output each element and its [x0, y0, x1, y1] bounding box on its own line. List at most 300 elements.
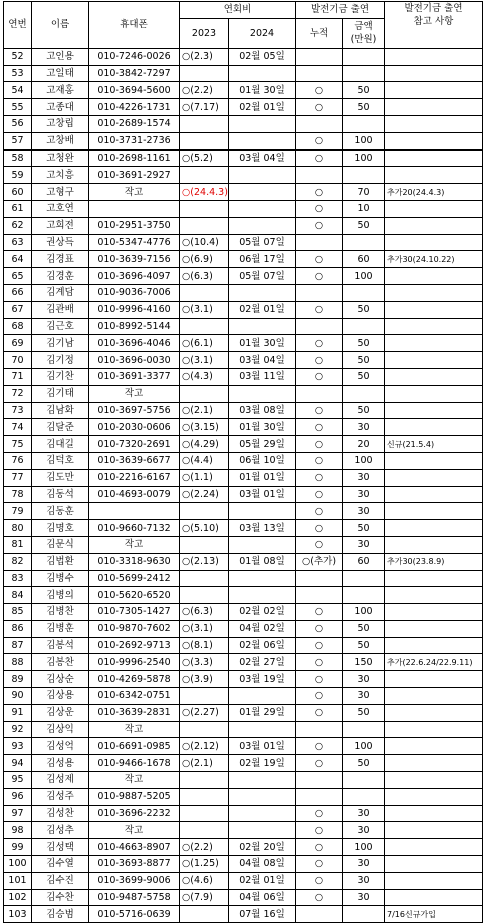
row-name: 김명호: [32, 520, 89, 537]
row-fee-2023: ○(3.15): [180, 419, 229, 436]
row-name: 고재홍: [32, 82, 89, 99]
row-fee-2023: ○(2.2): [180, 839, 229, 856]
row-fund-amount: 30: [343, 822, 385, 839]
row-fund-amount: [343, 167, 385, 184]
row-fee-2023: [180, 132, 229, 149]
row-phone: 010-3639-2831: [89, 704, 180, 721]
row-fee-2023: ○(1.1): [180, 469, 229, 486]
row-no: 60: [4, 184, 32, 201]
row-fee-2023: ○(2.1): [180, 402, 229, 419]
row-fund-amount: 50: [343, 755, 385, 772]
row-fund-total: ○: [296, 368, 343, 385]
row-fee-2023: ○(1.25): [180, 856, 229, 873]
row-name: 김상운: [32, 704, 89, 721]
row-name: 김남화: [32, 402, 89, 419]
row-fund-total: ○: [296, 688, 343, 705]
row-name: 김동훈: [32, 503, 89, 520]
row-fee-2023: ○(10.4): [180, 234, 229, 251]
row-name: 김상익: [32, 721, 89, 738]
row-note: [385, 604, 483, 621]
row-fee-2024: [229, 570, 296, 587]
row-fee-2023: ○(24.4.3): [180, 184, 229, 201]
row-note: [385, 419, 483, 436]
header-note-line1: 발전기금 출연: [404, 3, 463, 14]
row-phone: 010-9660-7132: [89, 520, 180, 537]
row-no: 63: [4, 234, 32, 251]
row-name: 김봉찬: [32, 654, 89, 671]
row-name: 고치흥: [32, 167, 89, 184]
row-no: 56: [4, 115, 32, 132]
row-fee-2024: 04월 08일: [229, 856, 296, 873]
row-fee-2024: 01월 01일: [229, 469, 296, 486]
table-row: [4, 620, 483, 637]
row-fee-2023: [180, 65, 229, 82]
row-no: 92: [4, 721, 32, 738]
row-note: [385, 368, 483, 385]
row-phone: 010-4693-0079: [89, 486, 180, 503]
row-fee-2023: [180, 385, 229, 402]
table-row: [4, 82, 483, 99]
table-row: [4, 906, 483, 923]
row-name: 김수찬: [32, 889, 89, 906]
row-fee-2023: [180, 772, 229, 789]
table-row: [4, 150, 483, 167]
row-fund-amount: [343, 570, 385, 587]
row-phone: 010-3696-0030: [89, 352, 180, 369]
table-row: [4, 318, 483, 335]
header-2023: 2023: [180, 18, 229, 48]
row-note: [385, 620, 483, 637]
row-fee-2023: [180, 115, 229, 132]
row-phone: 010-4269-5878: [89, 671, 180, 688]
row-fee-2023: ○(4.29): [180, 436, 229, 453]
row-fee-2024: 05월 29일: [229, 436, 296, 453]
row-no: 61: [4, 200, 32, 217]
row-fund-amount: 30: [343, 688, 385, 705]
row-phone: 작고: [89, 822, 180, 839]
row-note: [385, 234, 483, 251]
row-fund-amount: [343, 721, 385, 738]
row-no: 99: [4, 839, 32, 856]
row-fee-2024: 07월 16일: [229, 906, 296, 923]
row-phone: 작고: [89, 536, 180, 553]
row-no: 59: [4, 167, 32, 184]
row-fund-total: [296, 234, 343, 251]
table-row: [4, 805, 483, 822]
row-no: 68: [4, 318, 32, 335]
row-fee-2024: [229, 217, 296, 234]
row-phone: [89, 503, 180, 520]
row-note: [385, 385, 483, 402]
row-name: 김성택: [32, 839, 89, 856]
row-fee-2023: [180, 822, 229, 839]
table-row: [4, 469, 483, 486]
row-no: 78: [4, 486, 32, 503]
row-name: 김동석: [32, 486, 89, 503]
row-note: 추가30(24.10.22): [385, 251, 483, 268]
header-note: [385, 2, 483, 49]
table-row: [4, 48, 483, 65]
row-fund-amount: 50: [343, 520, 385, 537]
row-phone: 010-6342-0751: [89, 688, 180, 705]
row-fund-amount: [343, 318, 385, 335]
table-row: [4, 688, 483, 705]
table-row: [4, 385, 483, 402]
row-fund-amount: 100: [343, 738, 385, 755]
row-fee-2023: ○(6.3): [180, 604, 229, 621]
row-fund-amount: [343, 772, 385, 789]
row-note: [385, 452, 483, 469]
row-name: 김승범: [32, 906, 89, 923]
row-fund-amount: [343, 587, 385, 604]
row-fee-2024: 04월 02일: [229, 620, 296, 637]
row-phone: 작고: [89, 184, 180, 201]
row-fund-total: ○: [296, 637, 343, 654]
row-fund-amount: 50: [343, 368, 385, 385]
row-name: 김기남: [32, 335, 89, 352]
row-fee-2024: [229, 200, 296, 217]
table-row: [4, 167, 483, 184]
row-fee-2023: [180, 200, 229, 217]
row-name: 김상순: [32, 671, 89, 688]
row-no: 103: [4, 906, 32, 923]
row-fund-amount: 50: [343, 301, 385, 318]
row-note: [385, 822, 483, 839]
row-fund-amount: 30: [343, 671, 385, 688]
row-note: [385, 856, 483, 873]
row-fund-total: ○: [296, 402, 343, 419]
row-note: [385, 301, 483, 318]
row-no: 85: [4, 604, 32, 621]
row-name: 김병찬: [32, 604, 89, 621]
row-name: 김성용: [32, 755, 89, 772]
row-fee-2024: 02월 01일: [229, 99, 296, 116]
row-no: 64: [4, 251, 32, 268]
row-note: 추가20(24.4.3): [385, 184, 483, 201]
row-fund-total: ○: [296, 352, 343, 369]
row-fee-2024: 02월 06일: [229, 637, 296, 654]
row-name: 고창배: [32, 132, 89, 149]
row-note: [385, 99, 483, 116]
row-name: 김경훈: [32, 268, 89, 285]
row-no: 88: [4, 654, 32, 671]
row-fund-total: [296, 385, 343, 402]
row-note: [385, 318, 483, 335]
row-fee-2024: [229, 536, 296, 553]
row-fund-amount: [343, 906, 385, 923]
header-amount-unit: (만원): [350, 34, 377, 46]
row-phone: 010-9996-2540: [89, 654, 180, 671]
row-fee-2023: ○(6.3): [180, 268, 229, 285]
table-row: [4, 268, 483, 285]
row-fee-2024: 02월 05일: [229, 48, 296, 65]
table-row: [4, 856, 483, 873]
row-fee-2024: [229, 167, 296, 184]
row-fund-amount: 20: [343, 436, 385, 453]
row-fee-2024: [229, 503, 296, 520]
row-note: [385, 469, 483, 486]
row-note: [385, 721, 483, 738]
row-fund-amount: [343, 65, 385, 82]
row-fund-amount: 50: [343, 620, 385, 637]
row-note: [385, 587, 483, 604]
row-phone: 010-3731-2736: [89, 132, 180, 149]
row-note: [385, 839, 483, 856]
row-note: [385, 704, 483, 721]
row-phone: 작고: [89, 721, 180, 738]
row-name: 김경표: [32, 251, 89, 268]
row-phone: 010-3693-8877: [89, 856, 180, 873]
row-fund-total: ○: [296, 805, 343, 822]
row-no: 67: [4, 301, 32, 318]
row-fee-2023: ○(2.2): [180, 82, 229, 99]
row-fund-amount: 30: [343, 469, 385, 486]
row-fund-amount: [343, 115, 385, 132]
row-fee-2023: ○(5.2): [180, 150, 229, 167]
row-phone: 010-7320-2691: [89, 436, 180, 453]
table-row: [4, 654, 483, 671]
row-note: [385, 200, 483, 217]
row-note: 7/16신규가입: [385, 906, 483, 923]
row-name: 김덕호: [32, 452, 89, 469]
row-fund-amount: 150: [343, 654, 385, 671]
table-row: [4, 352, 483, 369]
row-name: 김계담: [32, 284, 89, 301]
row-fee-2024: 03월 04일: [229, 352, 296, 369]
row-fund-total: [296, 48, 343, 65]
table-row: [4, 788, 483, 805]
row-fee-2023: [180, 536, 229, 553]
row-name: 김기정: [32, 352, 89, 369]
row-phone: [89, 200, 180, 217]
row-note: [385, 150, 483, 167]
row-phone: 010-3697-5756: [89, 402, 180, 419]
row-fee-2023: [180, 284, 229, 301]
table-row: [4, 503, 483, 520]
table-row: [4, 452, 483, 469]
row-fee-2024: 02월 20일: [229, 839, 296, 856]
table-row: [4, 184, 483, 201]
row-fee-2023: ○(3.1): [180, 352, 229, 369]
row-name: 김수진: [32, 872, 89, 889]
row-note: [385, 82, 483, 99]
row-fee-2023: [180, 503, 229, 520]
row-fee-2024: 01월 30일: [229, 419, 296, 436]
row-fund-total: [296, 721, 343, 738]
row-note: [385, 772, 483, 789]
row-name: 김상용: [32, 688, 89, 705]
row-note: 추가(22.6.24/22.9.11): [385, 654, 483, 671]
row-fee-2024: 02월 01일: [229, 872, 296, 889]
row-phone: 010-7305-1427: [89, 604, 180, 621]
row-phone: 010-3691-3377: [89, 368, 180, 385]
row-phone: 010-5347-4776: [89, 234, 180, 251]
row-fund-total: ○: [296, 452, 343, 469]
row-no: 102: [4, 889, 32, 906]
row-phone: 010-3842-7297: [89, 65, 180, 82]
row-fund-amount: [343, 284, 385, 301]
row-fund-amount: 50: [343, 335, 385, 352]
table-row: [4, 115, 483, 132]
row-note: [385, 503, 483, 520]
row-fund-total: [296, 167, 343, 184]
table-row: [4, 889, 483, 906]
row-note: [385, 132, 483, 149]
row-fund-total: ○: [296, 335, 343, 352]
row-fund-amount: 50: [343, 217, 385, 234]
row-no: 54: [4, 82, 32, 99]
row-phone: 010-3694-5600: [89, 82, 180, 99]
header-phone: 휴대폰: [89, 2, 180, 49]
row-fee-2023: ○(4.6): [180, 872, 229, 889]
row-fund-amount: 100: [343, 132, 385, 149]
row-fund-amount: 30: [343, 856, 385, 873]
row-phone: 010-3699-9006: [89, 872, 180, 889]
row-name: 고창립: [32, 115, 89, 132]
row-name: 권상득: [32, 234, 89, 251]
row-fund-total: [296, 570, 343, 587]
row-no: 101: [4, 872, 32, 889]
row-fund-total: ○: [296, 200, 343, 217]
row-note: [385, 671, 483, 688]
row-fee-2023: ○(7.9): [180, 889, 229, 906]
row-fee-2024: 02월 02일: [229, 604, 296, 621]
table-row: [4, 536, 483, 553]
row-phone: 010-9996-4160: [89, 301, 180, 318]
row-phone: 010-9487-5758: [89, 889, 180, 906]
row-name: 김근호: [32, 318, 89, 335]
row-fee-2024: [229, 721, 296, 738]
row-fund-total: ○: [296, 251, 343, 268]
row-no: 81: [4, 536, 32, 553]
table-row: [4, 520, 483, 537]
row-no: 73: [4, 402, 32, 419]
row-fund-total: ○: [296, 822, 343, 839]
row-fund-total: ○: [296, 620, 343, 637]
header-name: 이름: [32, 2, 89, 49]
row-fee-2023: [180, 688, 229, 705]
row-no: 74: [4, 419, 32, 436]
row-name: 김성추: [32, 822, 89, 839]
row-name: 김성억: [32, 738, 89, 755]
row-fee-2023: [180, 721, 229, 738]
row-fund-amount: 30: [343, 486, 385, 503]
row-name: 김수열: [32, 856, 89, 873]
row-fund-amount: 30: [343, 872, 385, 889]
row-fund-amount: 100: [343, 268, 385, 285]
row-note: [385, 352, 483, 369]
row-fund-total: ○: [296, 604, 343, 621]
row-fund-total: ○: [296, 856, 343, 873]
row-phone: 010-9036-7006: [89, 284, 180, 301]
row-fee-2024: 03월 13일: [229, 520, 296, 537]
row-note: [385, 637, 483, 654]
row-no: 69: [4, 335, 32, 352]
row-fee-2024: 01월 30일: [229, 335, 296, 352]
row-fee-2024: [229, 788, 296, 805]
row-name: 고종대: [32, 99, 89, 116]
header-note-line2: 참고 사항: [413, 16, 454, 27]
header-fund: 발전기금 출연: [296, 2, 385, 19]
row-fee-2024: 04월 06일: [229, 889, 296, 906]
table-row: [4, 755, 483, 772]
member-table: [3, 1, 483, 923]
row-note: [385, 738, 483, 755]
row-phone: 010-2698-1161: [89, 150, 180, 167]
row-name: 고형구: [32, 184, 89, 201]
row-phone: 010-3318-9630: [89, 553, 180, 570]
row-fee-2024: 03월 04일: [229, 150, 296, 167]
row-name: 김성주: [32, 788, 89, 805]
row-name: 김병의: [32, 587, 89, 604]
row-fee-2023: ○(2.13): [180, 553, 229, 570]
row-no: 87: [4, 637, 32, 654]
header-no: 연번: [4, 2, 32, 49]
row-phone: 010-3639-7156: [89, 251, 180, 268]
row-fee-2023: ○(6.9): [180, 251, 229, 268]
table-row: [4, 132, 483, 149]
table-row: [4, 251, 483, 268]
row-no: 93: [4, 738, 32, 755]
row-phone: 작고: [89, 385, 180, 402]
row-no: 76: [4, 452, 32, 469]
row-name: 김성제: [32, 772, 89, 789]
row-no: 100: [4, 856, 32, 873]
row-phone: 010-3696-4046: [89, 335, 180, 352]
row-fund-total: ○: [296, 839, 343, 856]
table-row: [4, 738, 483, 755]
row-note: [385, 788, 483, 805]
row-fee-2024: [229, 284, 296, 301]
row-fund-total: ○: [296, 503, 343, 520]
row-fund-total: ○: [296, 419, 343, 436]
row-fund-total: ○: [296, 520, 343, 537]
row-fee-2024: 06월 17일: [229, 251, 296, 268]
row-name: 고일태: [32, 65, 89, 82]
row-fund-total: [296, 772, 343, 789]
row-name: 김봉석: [32, 637, 89, 654]
row-fund-amount: 30: [343, 889, 385, 906]
row-name: 김병수: [32, 570, 89, 587]
row-phone: 010-2030-0606: [89, 419, 180, 436]
row-phone: 010-3639-6677: [89, 452, 180, 469]
table-row: [4, 419, 483, 436]
row-name: 김기태: [32, 385, 89, 402]
row-fee-2024: 02월 27일: [229, 654, 296, 671]
row-fee-2024: [229, 385, 296, 402]
table-row: [4, 637, 483, 654]
row-fund-total: ○: [296, 654, 343, 671]
row-name: 고희전: [32, 217, 89, 234]
row-note: 신규(21.5.4): [385, 436, 483, 453]
row-fund-amount: [343, 234, 385, 251]
row-phone: 작고: [89, 772, 180, 789]
row-no: 71: [4, 368, 32, 385]
row-fund-amount: 30: [343, 503, 385, 520]
row-note: [385, 167, 483, 184]
row-fee-2023: ○(2.27): [180, 704, 229, 721]
row-phone: 010-5699-2412: [89, 570, 180, 587]
row-phone: 010-8992-5144: [89, 318, 180, 335]
row-fee-2024: [229, 115, 296, 132]
row-phone: 010-4226-1731: [89, 99, 180, 116]
row-no: 66: [4, 284, 32, 301]
row-fund-amount: [343, 48, 385, 65]
row-phone: 010-2692-9713: [89, 637, 180, 654]
row-phone: 010-3691-2927: [89, 167, 180, 184]
row-name: 김대길: [32, 436, 89, 453]
row-fund-total: ○: [296, 217, 343, 234]
